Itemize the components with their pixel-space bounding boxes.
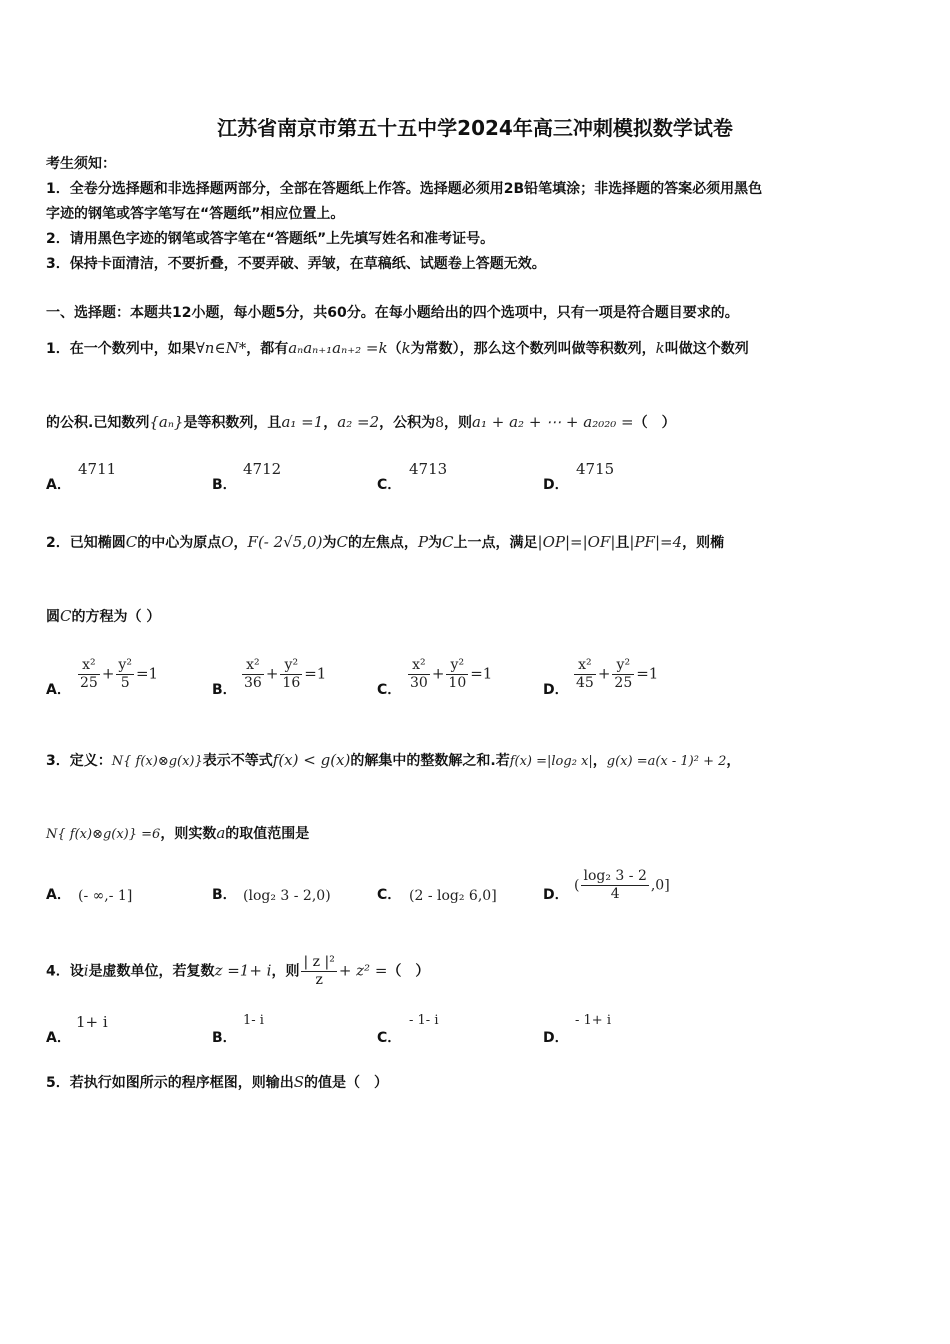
q4-option-b-value: 1- i <box>243 1013 264 1028</box>
q1-text: 是等积数列，且 <box>183 415 282 431</box>
notice-heading: 考生须知： <box>46 156 116 172</box>
q1-text: ，都有 <box>246 341 289 357</box>
q4-fraction: $\frac{\text{| z |²}}{z}$ <box>303 954 335 988</box>
q1-math: {aₙ} <box>149 413 184 431</box>
q1-option-a-value: 4711 <box>78 460 117 478</box>
page-title: 江苏省南京市第五十五中学2024年高三冲刺模拟数学试卷 <box>217 116 733 140</box>
q3-math: a <box>216 824 226 842</box>
q1-math: k <box>655 339 665 357</box>
q4-option-a-label[interactable]: A． <box>46 1030 71 1046</box>
q2-math: P <box>417 533 429 551</box>
q1-text: ，则 <box>444 415 473 431</box>
q2-text: 的中心为原点 <box>137 535 222 551</box>
q1-text: 叫做这个数列 <box>664 341 749 357</box>
q4-text: 4．设 <box>46 963 84 980</box>
q1-option-c-label[interactable]: C． <box>377 477 402 493</box>
q1-math: ∀n∈N* <box>195 339 247 357</box>
q1-text: ，公积为 <box>379 415 436 431</box>
section-heading: 一、选择题：本题共12小题，每小题5分，共60分。在每小题给出的四个选项中，只有一项是符合题目要求的。 <box>46 305 739 321</box>
q1-text: 1．在一个数列中，如果 <box>46 341 196 357</box>
q2-option-d-value: $\frac{\text{x²}}{45}$ + $\frac{\text{y²}}{25}$ =1 <box>576 657 659 691</box>
q4-math: z =1+ i <box>214 961 272 980</box>
q4-text: （ ） <box>387 963 430 980</box>
q1-math: a₂ =2 <box>337 413 380 431</box>
notice-item-2: 2．请用黑色字迹的钢笔或答字笔在“答题纸”上先填写姓名和准考证号。 <box>46 231 495 247</box>
q2-text: 的方程为（ ） <box>71 609 161 625</box>
q1-math: 8 <box>435 415 445 431</box>
q3-text: 表示不等式 <box>202 753 273 769</box>
q4-option-b-label[interactable]: B． <box>212 1030 237 1046</box>
q4-option-c-value: - 1- i <box>409 1013 439 1028</box>
q3-math: N{ f(x)⊗g(x)} <box>111 754 203 769</box>
q1-text: 为常数），那么这个数列叫做等积数列， <box>410 341 656 357</box>
q2-text: 且 <box>615 535 630 551</box>
question-2 <box>46 532 724 552</box>
q2-text: 2．已知椭圆 <box>46 535 126 551</box>
q2-option-b-label[interactable]: B． <box>212 682 237 698</box>
notice-item-1: 1．全卷分选择题和非选择题两部分，全部在答题纸上作答。选择题必须用2B铅笔填涂；非选择题的答案必须用黑色 <box>46 181 763 197</box>
q2-text: 上一点，满足 <box>453 535 538 551</box>
q1-option-c-value: 4713 <box>409 460 448 478</box>
q2-math: F(- 2√5,0) <box>247 533 323 551</box>
question-1-cont <box>46 412 676 432</box>
q2-math: C <box>125 533 138 551</box>
question-5 <box>46 1072 388 1092</box>
q3-math: g(x) =a(x - 1)² + 2 <box>606 754 727 769</box>
q4-text: 是虚数单位，若复数 <box>88 963 215 980</box>
question-1 <box>46 338 749 358</box>
q1-math: aₙaₙ₊₁aₙ₊₂ =k <box>288 339 388 357</box>
q1-text: ， <box>323 415 338 431</box>
q2-math: |PF|=4 <box>629 533 683 551</box>
q3-option-a-label[interactable]: A． <box>46 887 71 903</box>
q2-text: 为 <box>428 535 443 551</box>
q3-option-a-value: (- ∞,- 1] <box>78 888 133 904</box>
q1-option-b-value: 4712 <box>243 460 282 478</box>
q2-option-a-label[interactable]: A． <box>46 682 71 698</box>
q2-option-d-label[interactable]: D． <box>543 682 569 698</box>
q3-option-c-label[interactable]: C． <box>377 887 402 903</box>
q4-math: + z² = <box>338 961 388 980</box>
q2-text: 为 <box>322 535 337 551</box>
q3-text: ，则实数 <box>160 826 217 842</box>
q3-math: f(x) =|log₂ x| <box>509 754 593 769</box>
q4-option-c-label[interactable]: C． <box>377 1030 402 1046</box>
q1-text: （ ） <box>633 415 676 431</box>
q2-math: |OP|=|OF| <box>537 533 616 551</box>
q2-text: ， <box>233 535 248 551</box>
q3-text: 的取值范围是 <box>225 826 310 842</box>
q1-text: 的公积.已知数列 <box>46 415 150 431</box>
q1-option-b-label[interactable]: B． <box>212 477 237 493</box>
q3-text: 的解集中的整数解之和.若 <box>350 753 510 769</box>
question-3 <box>46 750 740 770</box>
q4-option-a-value: 1+ i <box>76 1013 108 1031</box>
q2-option-b-value: $\frac{\text{x²}}{36}$ + $\frac{\text{y²}}{16}$ =1 <box>244 657 327 691</box>
question-2-cont <box>46 606 160 626</box>
q3-option-b-value: (log₂ 3 - 2,0) <box>243 888 331 904</box>
notice-item-1-cont: 字迹的钢笔或答字笔写在“答题纸”相应位置上。 <box>46 206 345 222</box>
q3-text: ， <box>726 753 741 769</box>
q5-text: 的值是（ ） <box>304 1075 389 1091</box>
q2-option-c-label[interactable]: C． <box>377 682 402 698</box>
q1-option-d-label[interactable]: D． <box>543 477 569 493</box>
q3-math: f(x) < g(x) <box>272 751 351 769</box>
q3-option-d-label[interactable]: D． <box>543 887 569 903</box>
q4-text: ，则 <box>271 963 300 980</box>
q1-text: （ <box>387 341 402 357</box>
q2-math: C <box>336 533 348 551</box>
q2-text: ，则椭 <box>682 535 725 551</box>
q2-math: C <box>442 533 454 551</box>
q5-math: S <box>293 1073 305 1091</box>
q3-option-d-value: ( $\frac{\text{log₂ 3 - 2}}{4}$ ,0] <box>574 868 670 902</box>
q3-option-c-value: (2 - log₂ 6,0] <box>409 888 497 904</box>
q3-option-b-label[interactable]: B． <box>212 887 237 903</box>
q2-text: 的左焦点， <box>347 535 418 551</box>
q3-text: ， <box>592 753 607 769</box>
q1-option-d-value: 4715 <box>576 460 615 478</box>
q4-option-d-label[interactable]: D． <box>543 1030 569 1046</box>
q2-math: C <box>60 607 72 625</box>
q1-math: a₁ + a₂ + ⋯ + a₂₀₂₀ = <box>472 413 634 431</box>
notice-item-3: 3．保持卡面清洁，不要折叠，不要弄破、弄皱，在草稿纸、试题卷上答题无效。 <box>46 256 546 272</box>
question-3-cont <box>46 823 309 843</box>
q4-option-d-value: - 1+ i <box>575 1013 611 1028</box>
q2-option-c-value: $\frac{\text{x²}}{30}$ + $\frac{\text{y²}}{10}$ =1 <box>410 657 493 691</box>
q3-math: N{ f(x)⊗g(x)} =6 <box>46 827 161 842</box>
q5-text: 5．若执行如图所示的程序框图，则输出 <box>46 1075 294 1091</box>
q2-text: 圆 <box>46 609 60 625</box>
q1-math: a₁ =1 <box>281 413 324 431</box>
q1-math: k <box>401 339 411 357</box>
q1-option-a-label[interactable]: A． <box>46 477 71 493</box>
q3-text: 3．定义： <box>46 753 112 769</box>
question-4 <box>46 954 429 989</box>
q4-math: i <box>83 961 89 980</box>
q2-option-a-value: $\frac{\text{x²}}{25}$ + $\frac{\text{y²}}{5}$ =1 <box>80 657 159 691</box>
q2-math: O <box>221 533 234 551</box>
